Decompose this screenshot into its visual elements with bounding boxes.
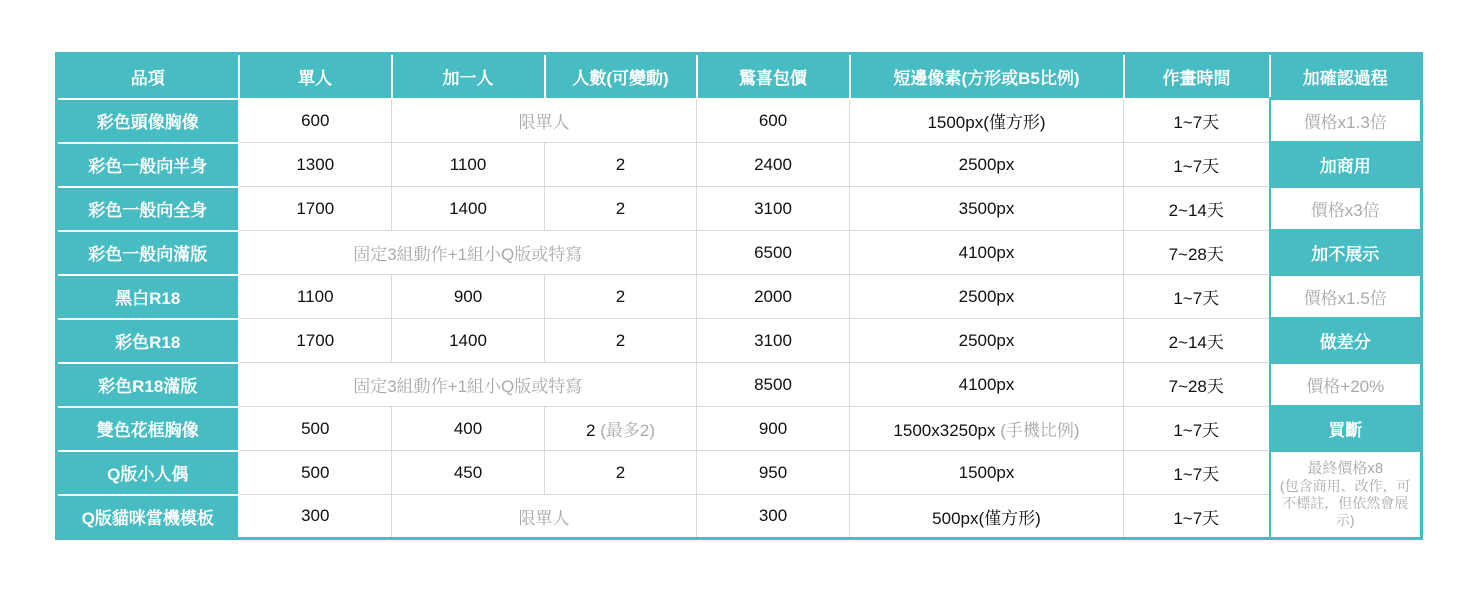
- time-cell: 1~7天: [1124, 275, 1270, 319]
- table-row: [57, 99, 1422, 143]
- item-cell: 彩色R18滿版: [57, 363, 239, 407]
- time-cell: 1~7天: [1124, 143, 1270, 187]
- time-cell: 1~7天: [1124, 407, 1270, 451]
- pixels-cell: 4100px: [850, 231, 1124, 275]
- time-cell: 1~7天: [1124, 495, 1270, 539]
- time-cell: 1~7天: [1124, 451, 1270, 495]
- extra-cell: 價格x1.5倍: [1270, 275, 1422, 319]
- extra-cell: 做差分: [1270, 319, 1422, 363]
- pixels-cell: [850, 407, 1124, 451]
- item-cell: Q版貓咪當機模板: [57, 495, 239, 539]
- merged-extra-title: 最終價格x8: [1307, 459, 1384, 477]
- table-row: [57, 363, 1422, 407]
- column-header-single: 單人: [239, 54, 392, 99]
- fixed-note-cell: 固定3組動作+1組小Q版或特寫: [239, 231, 697, 275]
- package-price-cell: 3100: [697, 319, 850, 363]
- single-price-cell: 500: [239, 407, 392, 451]
- package-price-cell: 900: [697, 407, 850, 451]
- single-price-cell: 600: [239, 99, 392, 143]
- pricing-table: [55, 52, 1423, 540]
- add-one-price-cell: 400: [392, 407, 545, 451]
- item-cell: Q版小人偶: [57, 451, 239, 495]
- package-price-cell: 2000: [697, 275, 850, 319]
- package-price-cell: 8500: [697, 363, 850, 407]
- merged-extra-cell: [1270, 451, 1422, 539]
- column-header-add-one: 加一人: [392, 54, 545, 99]
- limit-note-cell: 限單人: [392, 99, 697, 143]
- column-header-extra: 加確認過程: [1270, 54, 1422, 99]
- count-cell: 2: [545, 143, 697, 187]
- single-price-cell: 1300: [239, 143, 392, 187]
- package-price-cell: 950: [697, 451, 850, 495]
- count-cell: 2: [545, 275, 697, 319]
- item-cell: 彩色頭像胸像: [57, 99, 239, 143]
- pixels-cell: 500px(僅方形): [850, 495, 1124, 539]
- single-price-cell: 500: [239, 451, 392, 495]
- column-header-pixels: 短邊像素(方形或B5比例): [850, 54, 1124, 99]
- pixels-note: (手機比例): [1000, 421, 1080, 440]
- pixels-cell: 2500px: [850, 275, 1124, 319]
- add-one-price-cell: 450: [392, 451, 545, 495]
- item-cell: 彩色一般向半身: [57, 143, 239, 187]
- count-value: 2: [586, 421, 596, 440]
- add-one-price-cell: 900: [392, 275, 545, 319]
- add-one-price-cell: 1400: [392, 187, 545, 231]
- pixels-cell: 2500px: [850, 319, 1124, 363]
- table-row: [57, 407, 1422, 451]
- limit-note-cell: 限單人: [392, 495, 697, 539]
- pixels-cell: 1500px: [850, 451, 1124, 495]
- add-one-price-cell: 1400: [392, 319, 545, 363]
- single-price-cell: 1700: [239, 187, 392, 231]
- time-cell: 2~14天: [1124, 187, 1270, 231]
- pixels-value: 1500x3250px: [893, 421, 996, 440]
- table-row: [57, 319, 1422, 363]
- column-header-item: 品項: [57, 54, 239, 99]
- single-price-cell: 1100: [239, 275, 392, 319]
- table-row: [57, 187, 1422, 231]
- item-cell: 雙色花框胸像: [57, 407, 239, 451]
- time-cell: 2~14天: [1124, 319, 1270, 363]
- package-price-cell: 2400: [697, 143, 850, 187]
- column-header-time: 作畫時間: [1124, 54, 1270, 99]
- header-row: [57, 54, 1422, 99]
- count-cell: 2: [545, 319, 697, 363]
- extra-cell: 加不展示: [1270, 231, 1422, 275]
- single-price-cell: 1700: [239, 319, 392, 363]
- add-one-price-cell: 1100: [392, 143, 545, 187]
- time-cell: 1~7天: [1124, 99, 1270, 143]
- column-header-count: 人數(可變動): [545, 54, 697, 99]
- extra-cell: 價格+20%: [1270, 363, 1422, 407]
- item-cell: 彩色一般向滿版: [57, 231, 239, 275]
- table-row: [57, 143, 1422, 187]
- extra-cell: 價格x3倍: [1270, 187, 1422, 231]
- count-cell: 2: [545, 187, 697, 231]
- table-row: [57, 231, 1422, 275]
- count-note: (最多2): [600, 421, 655, 440]
- column-header-package: 驚喜包價: [697, 54, 850, 99]
- package-price-cell: 6500: [697, 231, 850, 275]
- table-row: [57, 451, 1422, 495]
- item-cell: 彩色R18: [57, 319, 239, 363]
- merged-extra-note: (包含商用、改作，可不標註，但依然會展示): [1279, 478, 1411, 529]
- pixels-cell: 3500px: [850, 187, 1124, 231]
- count-cell: 2: [545, 451, 697, 495]
- fixed-note-cell: 固定3組動作+1組小Q版或特寫: [239, 363, 697, 407]
- package-price-cell: 600: [697, 99, 850, 143]
- extra-cell: 價格x1.3倍: [1270, 99, 1422, 143]
- extra-cell: 買斷: [1270, 407, 1422, 451]
- extra-cell: 加商用: [1270, 143, 1422, 187]
- table-row: [57, 275, 1422, 319]
- single-price-cell: 300: [239, 495, 392, 539]
- pixels-cell: 4100px: [850, 363, 1124, 407]
- time-cell: 7~28天: [1124, 231, 1270, 275]
- pixels-cell: 1500px(僅方形): [850, 99, 1124, 143]
- item-cell: 黑白R18: [57, 275, 239, 319]
- table-row: [57, 495, 1422, 539]
- time-cell: 7~28天: [1124, 363, 1270, 407]
- pixels-cell: 2500px: [850, 143, 1124, 187]
- package-price-cell: 300: [697, 495, 850, 539]
- item-cell: 彩色一般向全身: [57, 187, 239, 231]
- count-cell: [545, 407, 697, 451]
- package-price-cell: 3100: [697, 187, 850, 231]
